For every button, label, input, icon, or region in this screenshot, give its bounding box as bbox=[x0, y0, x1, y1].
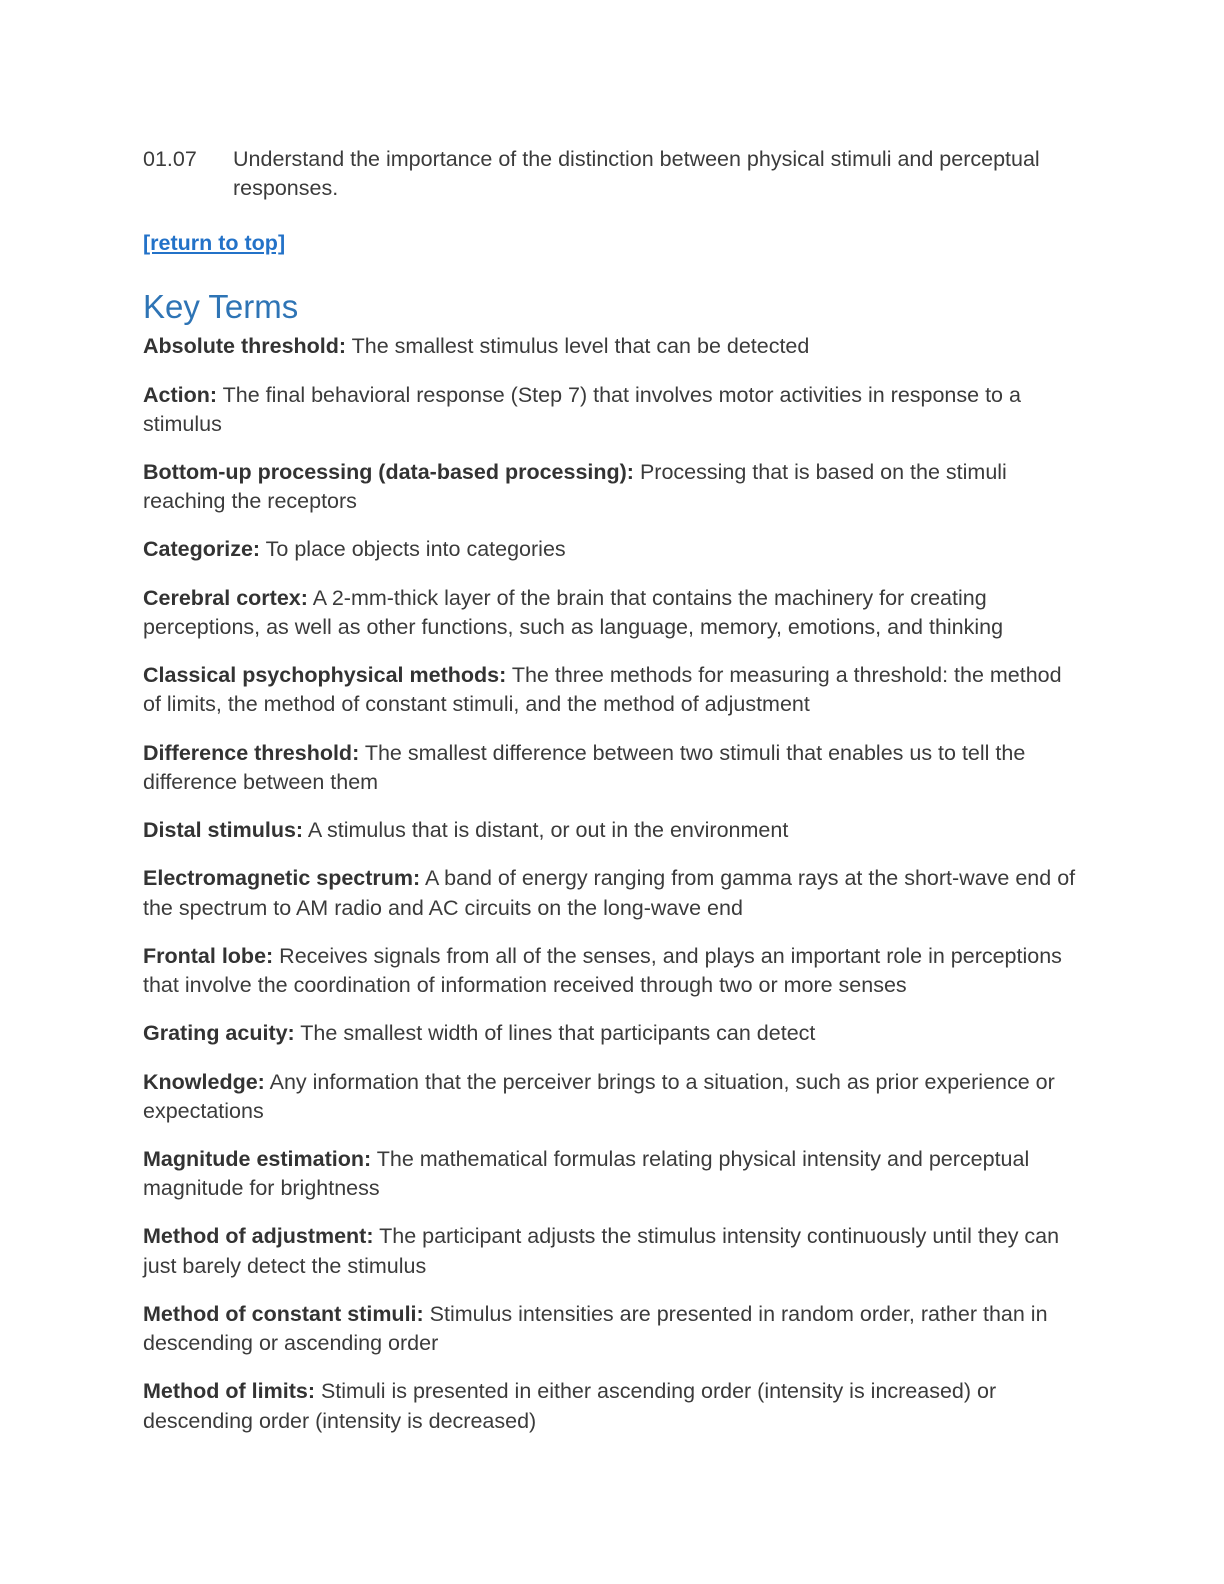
term-definition: The final behavioral response (Step 7) that involves motor activities in response to a stimulus bbox=[143, 382, 1021, 436]
term-entry bbox=[143, 381, 1082, 439]
term-entry bbox=[143, 1019, 1082, 1048]
term-definition: A band of energy ranging from gamma rays at the short-wave end of the spectrum to AM radio and AC circuits on the long-wave end bbox=[143, 866, 1076, 920]
term-definition: To place objects into categories bbox=[260, 537, 566, 562]
term-entry bbox=[143, 816, 1082, 845]
term-name: Classical psychophysical methods: bbox=[143, 663, 507, 688]
return-to-top-link[interactable]: [return to top] bbox=[143, 231, 286, 256]
term-name: Grating acuity: bbox=[143, 1021, 295, 1046]
term-name: Knowledge: bbox=[143, 1069, 265, 1094]
term-definition: A 2-mm-thick layer of the brain that contains the machinery for creating perceptions, as well as other functions, such as language, memory, emotions, and thinking bbox=[143, 585, 1004, 639]
term-entry bbox=[143, 739, 1082, 797]
term-definition: The smallest stimulus level that can be detected bbox=[346, 334, 810, 359]
key-terms-heading: Key Terms bbox=[143, 287, 299, 325]
term-entry bbox=[143, 332, 1082, 361]
terms-list bbox=[143, 332, 1082, 1436]
objective-text: Understand the importance of the distinction between physical stimuli and perceptual responses. bbox=[233, 147, 1040, 201]
term-entry bbox=[143, 1145, 1082, 1203]
term-definition: Processing that is based on the stimuli reaching the receptors bbox=[143, 460, 1007, 514]
term-name: Action: bbox=[143, 382, 218, 407]
term-entry bbox=[143, 458, 1082, 516]
term-name: Categorize: bbox=[143, 537, 261, 562]
numbered-objective-item bbox=[143, 145, 1082, 203]
term-entry bbox=[143, 1222, 1082, 1280]
term-definition: Receives signals from all of the senses, and plays an important role in perceptions that involve the coordination of information received through two or more senses bbox=[143, 943, 1062, 998]
term-definition: The three methods for measuring a threshold: the method of limits, the method of constant stimuli, and the method of adjustment bbox=[143, 663, 1062, 717]
term-definition: Stimulus intensities are presented in random order, rather than in descending or ascending order bbox=[143, 1301, 1048, 1356]
term-entry bbox=[143, 1377, 1082, 1435]
term-name: Method of limits: bbox=[143, 1379, 315, 1404]
term-name: Electromagnetic spectrum: bbox=[143, 866, 421, 891]
term-entry bbox=[143, 661, 1082, 719]
objective-number: 01.07 bbox=[143, 147, 197, 171]
term-name: Frontal lobe: bbox=[143, 943, 274, 968]
term-definition: The smallest difference between two stimuli that enables us to tell the difference between them bbox=[143, 740, 1026, 794]
term-definition: A stimulus that is distant, or out in the environment bbox=[303, 818, 789, 843]
term-entry bbox=[143, 535, 1082, 564]
term-name: Distal stimulus: bbox=[143, 818, 304, 843]
term-name: Cerebral cortex: bbox=[143, 585, 308, 610]
term-name: Difference threshold: bbox=[143, 740, 360, 765]
term-name: Bottom-up processing (data-based processing): bbox=[143, 460, 634, 484]
term-entry bbox=[143, 1300, 1082, 1358]
term-name: Magnitude estimation: bbox=[143, 1146, 372, 1171]
term-entry bbox=[143, 1068, 1082, 1126]
term-definition: Stimuli is presented in either ascending order (intensity is increased) or descending order (intensity is decreased) bbox=[143, 1379, 997, 1433]
term-entry bbox=[143, 584, 1082, 642]
term-definition: Any information that the perceiver brings to a situation, such as prior experience or expectations bbox=[143, 1069, 1055, 1123]
term-entry bbox=[143, 864, 1082, 922]
term-definition: The mathematical formulas relating physical intensity and perceptual magnitude for brightness bbox=[143, 1146, 1030, 1201]
term-definition: The smallest width of lines that participants can detect bbox=[294, 1021, 816, 1046]
term-entry bbox=[143, 942, 1082, 1000]
term-name: Method of adjustment: bbox=[143, 1224, 374, 1249]
term-name: Method of constant stimuli: bbox=[143, 1301, 424, 1326]
term-name: Absolute threshold: bbox=[143, 334, 347, 359]
term-definition: The participant adjusts the stimulus intensity continuously until they can just barely detect the stimulus bbox=[143, 1224, 1060, 1278]
